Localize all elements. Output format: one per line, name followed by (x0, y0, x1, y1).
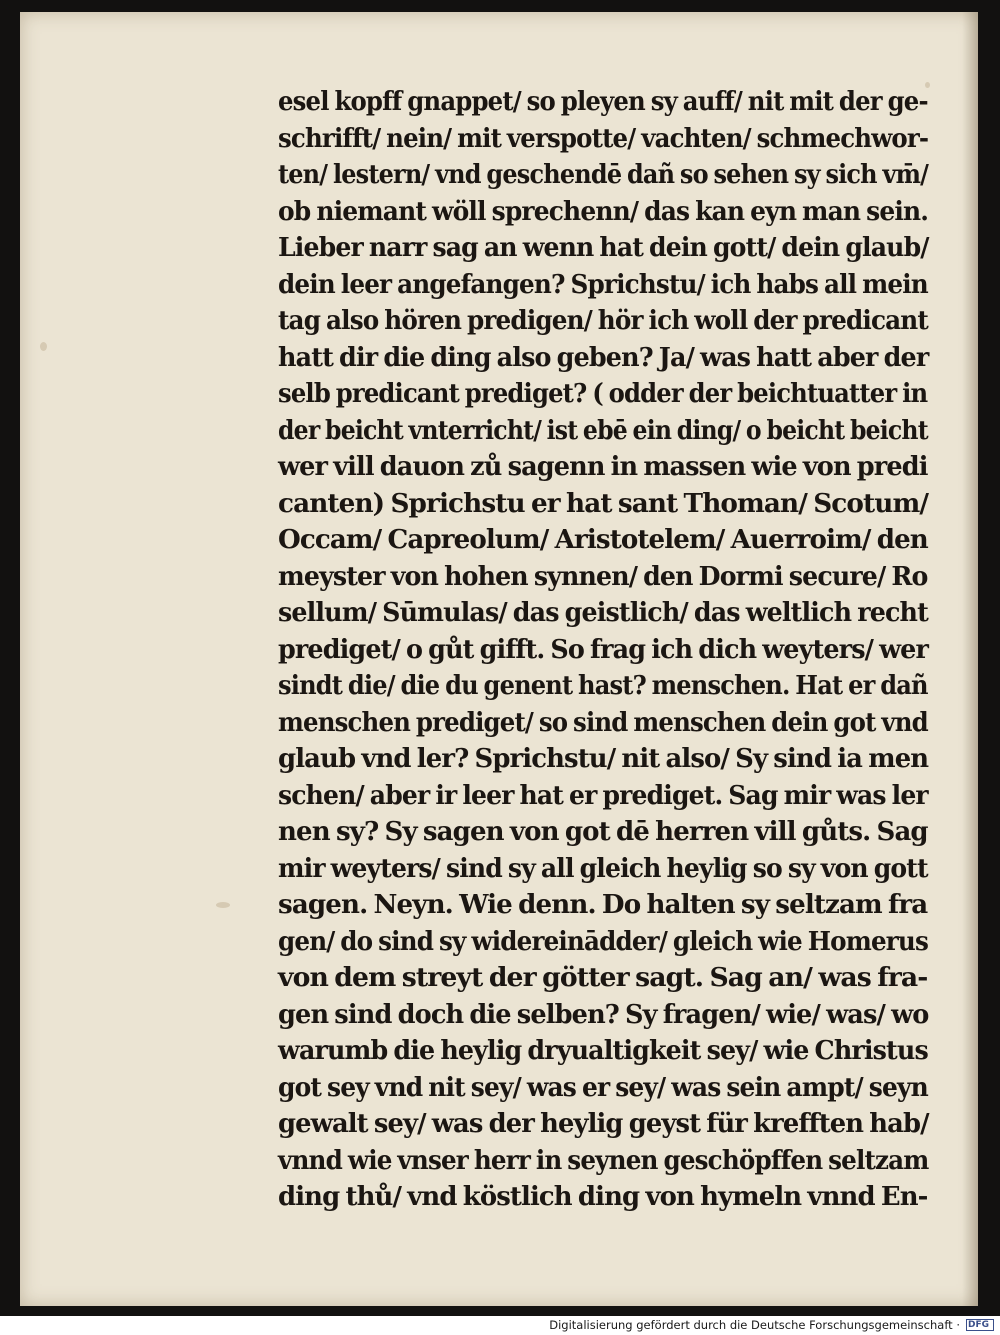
text-line: selb predicant prediget? ( odder der beichtuatter in (278, 378, 928, 409)
text-line: gen sind doch die selben? Sy fragen/ wie/ was/ wo (278, 998, 929, 1030)
text-block (278, 84, 938, 1216)
text-line: esel kopff gnappet/ so pleyen sy auff/ nit mit der ge- (278, 86, 928, 117)
text-line: schrifft/ nein/ mit verspotte/ vachten/ schmechwor- (278, 122, 929, 154)
digitization-footer (0, 1316, 1000, 1335)
text-line: Lieber narr sag an wenn hat dein gott/ dein glaub/ (278, 232, 929, 263)
text-line: von dem streyt der götter sagt. Sag an/ was fra- (278, 962, 928, 993)
text-line: schen/ aber ir leer hat er prediget. Sag mir was ler (278, 779, 928, 811)
funding-credit: Digitalisierung gefördert durch die Deutsche Forschungsgemeinschaft · (549, 1318, 960, 1332)
dfg-logo (966, 1319, 994, 1331)
text-line: menschen prediget/ so sind menschen dein got vnd (278, 706, 928, 738)
text-line: warumb die heylig dryualtigkeit sey/ wie Christus (278, 1035, 928, 1066)
text-line: sindt die/ die du genent hast? menschen. Hat er dañ (278, 670, 928, 701)
dfg-logo-text: DFG (968, 1320, 990, 1330)
text-line: ob niemant wöll sprechenn/ das kan eyn man sein. (278, 195, 929, 227)
text-line: prediget/ o gůt gifft. So frag ich dich weyters/ wer (278, 633, 928, 665)
text-line: gen/ do sind sy widereinādder/ gleich wie Homerus (278, 925, 929, 957)
text-line: canten) Sprichstu er hat sant Thoman/ Scotum/ (278, 487, 929, 519)
text-line: mir weyters/ sind sy all gleich heylig so sy von gott (278, 852, 928, 884)
paper-stain (40, 342, 47, 351)
text-line: ten/ lestern/ vnd geschendē dañ so sehen sy sich vm̄/ (278, 159, 929, 190)
text-line: glaub vnd ler? Sprichstu/ nit also/ Sy sind ia men (278, 743, 929, 774)
text-line: der beicht vnterricht/ ist ebē ein ding/ o beicht beicht (278, 414, 928, 446)
text-line: nen sy? Sy sagen von got dē herren vill gůts. Sag (278, 816, 928, 847)
text-line: gewalt sey/ was der heylig geyst für krefften hab/ (278, 1108, 929, 1139)
text-line: meyster von hohen synnen/ den Dormi secure/ Ro (278, 560, 928, 592)
text-line: ding thů/ vnd köstlich ding von hymeln vnnd En- (278, 1181, 928, 1212)
book-page (20, 12, 978, 1306)
text-line: wer vill dauon zů sagenn in massen wie von predi (278, 451, 928, 482)
text-line: got sey vnd nit sey/ was er sey/ was sein ampt/ seyn (278, 1071, 928, 1103)
text-line: hatt dir die ding also geben? Ja/ was hatt aber der (278, 341, 929, 373)
text-line: tag also hören predigen/ hör ich woll der predicant (278, 305, 928, 336)
paper-stain (216, 902, 230, 908)
text-line: vnnd wie vnser herr in seynen geschöpffen seltzam (278, 1144, 929, 1176)
text-line: Occam/ Capreolum/ Aristotelem/ Auerroim/ den (278, 524, 928, 555)
text-line: sagen. Neyn. Wie denn. Do halten sy seltzam fra (278, 889, 928, 920)
page-edge-shadow (962, 12, 978, 1306)
text-line: sellum/ Sūmulas/ das geistlich/ das weltlich recht (278, 597, 928, 628)
text-line: dein leer angefangen? Sprichstu/ ich habs all mein (278, 268, 928, 300)
